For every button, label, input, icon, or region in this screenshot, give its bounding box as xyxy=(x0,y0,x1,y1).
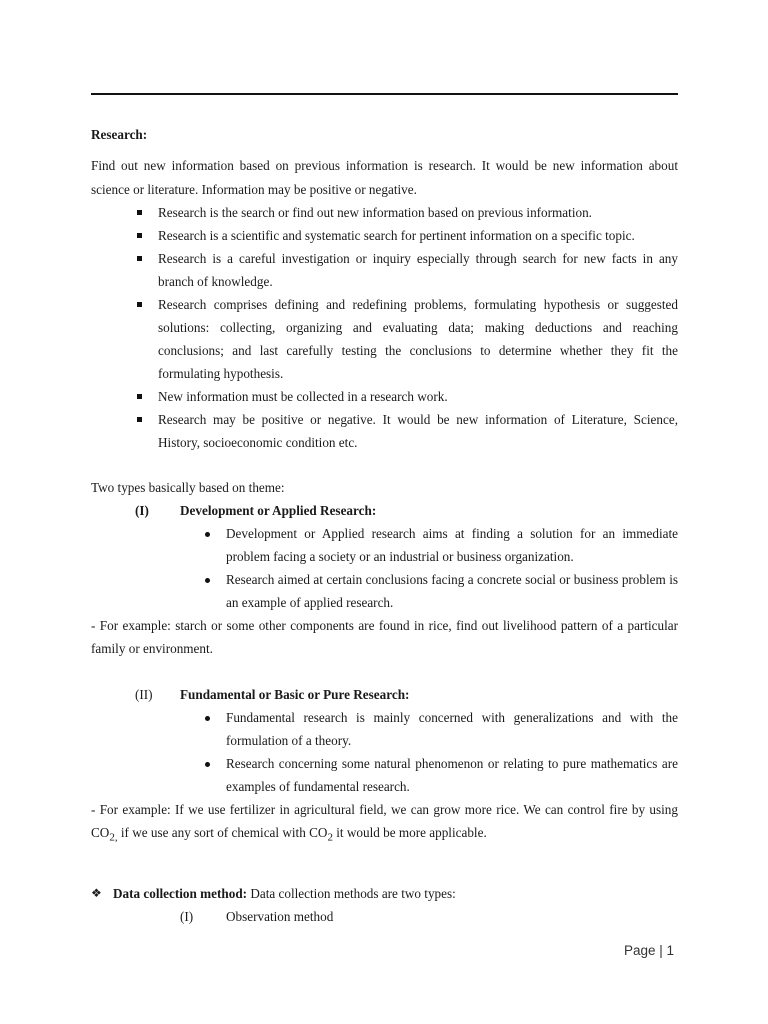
type1-number: (I) xyxy=(135,503,149,518)
diamond-bullet-icon: ❖ xyxy=(91,885,102,900)
types-intro: Two types basically based on theme: xyxy=(91,480,285,495)
list-item: Research may be positive or negative. It would be new information of Literature, Science, History, socioeconomic condition etc. xyxy=(91,408,678,454)
type2-number: (II) xyxy=(135,687,153,702)
subscript: 2 xyxy=(327,831,333,844)
list-item: Research is a scientific and systematic search for pertinent information on a specific topic. xyxy=(91,224,678,247)
list-item: Research is a careful investigation or inquiry especially through search for new facts in any branch of knowledge. xyxy=(91,247,678,293)
header-rule xyxy=(91,93,678,95)
observation-number: (I) xyxy=(180,908,194,924)
research-bullet-list xyxy=(91,201,678,454)
example-text: - For example: If we use fertilizer in agricultural field, we can grow more rice. We can control fire by using CO xyxy=(91,802,678,840)
list-item: New information must be collected in a research work. xyxy=(91,385,678,408)
document-body xyxy=(91,124,678,928)
data-collection-label: Data collection method: xyxy=(113,885,248,901)
type2-heading xyxy=(91,683,678,706)
type1-heading xyxy=(91,499,678,522)
type2-points xyxy=(91,706,678,798)
page-number: Page | 1 xyxy=(624,943,675,958)
list-item: Research is the search or find out new information based on previous information. xyxy=(91,201,678,224)
type2-example xyxy=(91,798,678,850)
data-collection-text: Data collection methods are two types: xyxy=(247,885,456,901)
type1-example: - For example: starch or some other components are found in rice, find out livelihood pattern of a particular family or environment. xyxy=(91,618,678,656)
type2-title: Fundamental or Basic or Pure Research: xyxy=(180,687,410,702)
observation-item xyxy=(91,905,678,928)
intro-paragraph: Find out new information based on previous information is research. It would be new information about science or literature. Information may be positive or negative. xyxy=(91,158,678,197)
data-collection-line xyxy=(91,882,678,905)
type1-title: Development or Applied Research: xyxy=(180,503,377,518)
example-text: if we use any sort of chemical with CO xyxy=(117,825,328,840)
subscript: 2, xyxy=(109,831,118,844)
type1-points xyxy=(91,522,678,614)
list-item: Research concerning some natural phenomenon or relating to pure mathematics are examples of fundamental research. xyxy=(91,752,678,798)
list-item: Research comprises defining and redefining problems, formulating hypothesis or suggested solutions: collecting, organizing and evaluating data; making deductions and reaching conclusions; and last carefully testing the conclusions to determine whether they fit the formulating hypothesis. xyxy=(91,293,678,385)
list-item: Research aimed at certain conclusions facing a concrete social or business problem is an example of applied research. xyxy=(91,568,678,614)
observation-label: Observation method xyxy=(226,908,334,924)
list-item: Fundamental research is mainly concerned with generalizations and with the formulation of a theory. xyxy=(91,706,678,752)
list-item: Development or Applied research aims at finding a solution for an immediate problem facing a society or an industrial or business organization. xyxy=(91,522,678,568)
section-heading: Research: xyxy=(91,127,148,142)
example-text: it would be more applicable. xyxy=(332,825,487,840)
